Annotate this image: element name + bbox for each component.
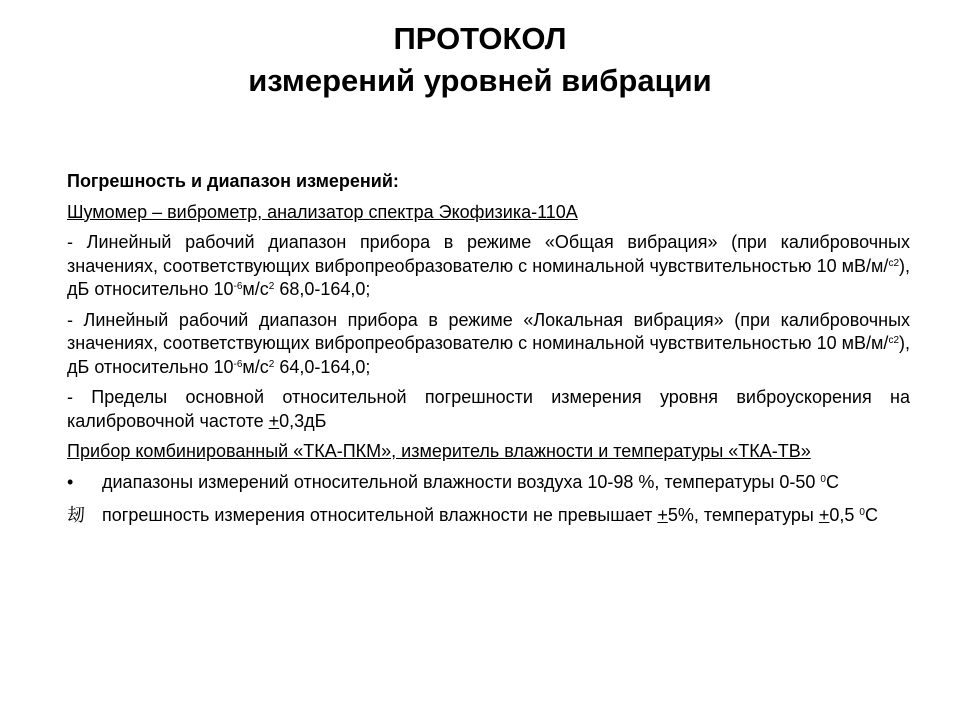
- item3-text-b: 0,3дБ: [279, 410, 327, 431]
- list-item-accuracy: [67, 504, 910, 528]
- bullet2-text-d: С: [864, 505, 878, 525]
- item-general-vibration: [67, 231, 910, 302]
- bullet1-text-a: диапазоны измерений относительной влажности воздуха 10-98 %, температуры 0-50: [102, 471, 821, 492]
- item1-sup-a: с2: [888, 257, 899, 269]
- bullet2-plus-1: +: [657, 505, 668, 525]
- item1-text-c: м/с: [242, 279, 269, 299]
- item2-sup-b: -6: [233, 358, 243, 370]
- bullet2-text: [102, 504, 910, 528]
- bullet-dot-icon: •: [67, 471, 74, 492]
- title-line-2: измерений уровней вибрации: [248, 63, 712, 98]
- bullet2-text-b: 5%, температуры: [667, 505, 819, 525]
- bullet2-text-c: 0,5: [829, 505, 860, 525]
- item2-sup-c: 2: [268, 358, 275, 370]
- bullet1-text: [102, 471, 910, 495]
- item1-sup-b: -6: [233, 281, 243, 292]
- item2-text-b: ), дБ относительно 10: [67, 333, 910, 377]
- device2-name: Прибор комбинированный «ТКА-ПКМ», измеритель влажности и температуры «ТКА-ТВ»: [67, 441, 811, 461]
- list-item-ranges: [67, 471, 910, 495]
- item-local-vibration: [67, 309, 910, 380]
- device1-name: Шумомер – виброметр, анализатор спектра Экофизика-110А: [67, 201, 578, 222]
- item2-text-c: м/с: [242, 356, 269, 377]
- section-heading: Погрешность и диапазон измерений:: [67, 171, 399, 191]
- title-line-1: ПРОТОКОЛ: [393, 21, 567, 56]
- item2-sup-a: с2: [888, 335, 899, 346]
- bullet2-sup: 0: [859, 507, 865, 518]
- bullet2-text-a: погрешность измерения относительной влажности не превышает: [102, 505, 658, 525]
- bullet2-plus-2: +: [818, 505, 830, 525]
- item1-text-d: 68,0-164,0;: [274, 279, 371, 299]
- bullet-glyph-icon: 刼: [67, 505, 85, 525]
- page-title: [0, 18, 960, 102]
- item3-text-a: - Пределы основной относительной погрешности измерения уровня виброускорения на калибровочной частоте: [67, 387, 910, 431]
- item2-text-a: - Линейный рабочий диапазон прибора в режиме «Локальная вибрация» (при калибровочных значениях, соответствующих вибропреобразователю с номинальной чувствительностью 10 мВ/м/: [67, 309, 910, 353]
- item1-text-a: - Линейный рабочий диапазон прибора в режиме «Общая вибрация» (при калибровочных значениях, соответствующих вибропреобразователю с номинальной чувствительностью 10 мВ/м/: [67, 232, 910, 276]
- item2-text-d: 64,0-164,0;: [274, 356, 371, 377]
- bullet1-text-b: С: [825, 471, 839, 492]
- item-error-limits: [67, 386, 910, 433]
- document-body: [67, 170, 910, 538]
- bullet1-sup: 0: [820, 473, 826, 485]
- item1-text-b: ), дБ относительно 10: [67, 255, 910, 299]
- item3-plus-minus: +: [268, 410, 280, 431]
- item1-sup-c: 2: [268, 281, 275, 292]
